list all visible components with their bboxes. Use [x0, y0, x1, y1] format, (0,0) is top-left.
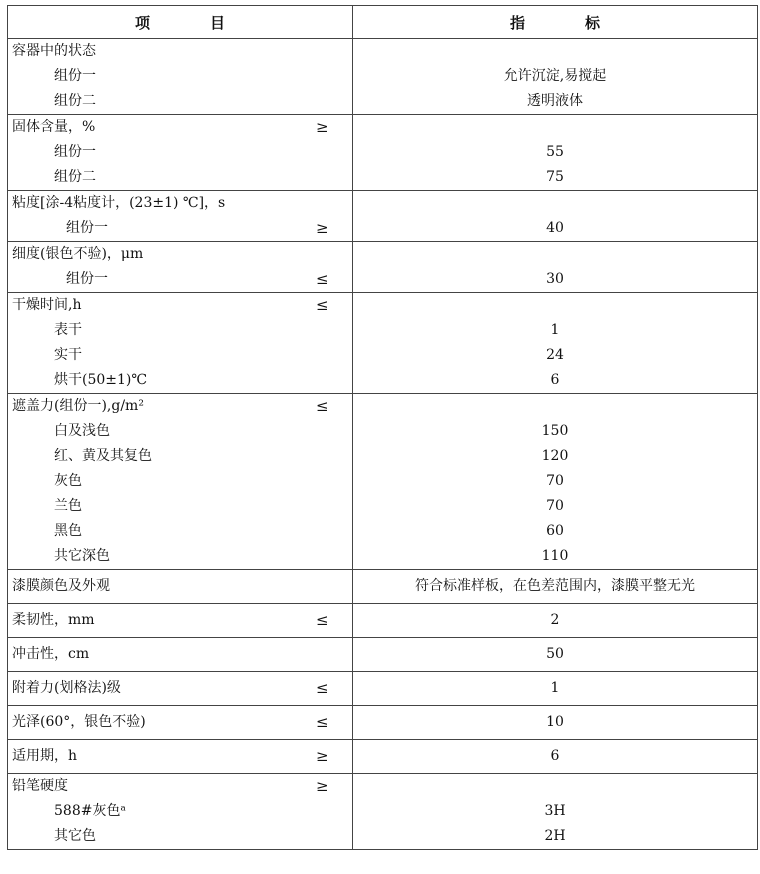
table-body — [8, 39, 758, 850]
spec-value: 6 — [550, 748, 560, 764]
comparison-symbol: ≤ — [316, 296, 329, 314]
spec-cell — [353, 394, 758, 570]
spec-value: 75 — [546, 169, 564, 185]
comparison-symbol: ≥ — [316, 747, 329, 765]
spec-cell — [353, 39, 758, 115]
header-item — [8, 6, 353, 39]
item-cell — [8, 706, 353, 740]
spec-value: 50 — [546, 646, 564, 662]
spec-cell — [353, 115, 758, 191]
comparison-symbol: ≤ — [316, 397, 329, 415]
spec-cell — [353, 293, 758, 394]
spec-value: 70 — [546, 473, 564, 489]
item-cell — [8, 39, 353, 115]
spec-value: 1 — [550, 322, 560, 338]
item-sublabel: 兰色 — [54, 498, 82, 514]
spec-cell — [353, 740, 758, 774]
item-sublabel: 灰色 — [54, 473, 82, 489]
item-cell — [8, 638, 353, 672]
item-label: 漆膜颜色及外观 — [12, 578, 110, 594]
spec-value: 10 — [546, 714, 564, 730]
item-label: 干燥时间,h — [12, 297, 82, 313]
spec-value: 60 — [546, 523, 564, 539]
comparison-symbol: ≤ — [316, 270, 329, 288]
item-label: 细度(银色不验)，μm — [12, 246, 144, 262]
item-sublabel: 其它色 — [54, 828, 96, 844]
table-row — [8, 774, 758, 850]
item-sublabel: 白及浅色 — [54, 423, 110, 439]
spec-value: 1 — [550, 680, 560, 696]
item-label: 粘度[涂-4粘度计，(23±1) ℃]，s — [12, 195, 226, 211]
item-cell — [8, 740, 353, 774]
item-sublabel: 组份一 — [54, 68, 96, 84]
spec-cell — [353, 242, 758, 293]
item-cell — [8, 604, 353, 638]
item-sublabel: 红、黄及其复色 — [54, 448, 152, 464]
item-cell — [8, 115, 353, 191]
table-row — [8, 672, 758, 706]
item-label: 光泽(60°，银色不验) — [12, 714, 146, 730]
item-sublabel: 烘干(50±1)℃ — [54, 372, 148, 388]
item-label: 冲击性，cm — [12, 646, 90, 662]
item-label: 柔韧性，mm — [12, 612, 95, 628]
comparison-symbol: ≤ — [316, 611, 329, 629]
spec-cell — [353, 638, 758, 672]
spec-value: 透明液体 — [527, 93, 583, 109]
comparison-symbol: ≥ — [316, 219, 329, 237]
item-label: 遮盖力(组份一),g/m² — [12, 398, 144, 414]
spec-value: 6 — [550, 372, 560, 388]
header-spec — [353, 6, 758, 39]
table-row — [8, 740, 758, 774]
spec-value: 55 — [546, 144, 564, 160]
item-sublabel: 共它深色 — [54, 548, 110, 564]
comparison-symbol: ≥ — [316, 777, 329, 795]
item-cell — [8, 191, 353, 242]
spec-value: 40 — [546, 220, 564, 236]
header-spec-char1: 指 — [509, 13, 525, 32]
item-sublabel: 组份一 — [54, 144, 96, 160]
item-sublabel: 组份一 — [66, 220, 108, 236]
spec-value: 符合标准样板，在色差范围内，漆膜平整无光 — [415, 578, 695, 594]
spec-value: 2H — [544, 828, 566, 844]
spec-cell — [353, 604, 758, 638]
item-cell — [8, 394, 353, 570]
table-row — [8, 293, 758, 394]
spec-cell — [353, 570, 758, 604]
item-sublabel: 表干 — [54, 322, 82, 338]
header-spec-char2: 标 — [585, 13, 601, 32]
table-row — [8, 39, 758, 115]
spec-value: 110 — [541, 548, 569, 564]
item-cell — [8, 774, 353, 850]
item-cell — [8, 242, 353, 293]
item-sublabel: 黑色 — [54, 523, 82, 539]
item-label: 容器中的状态 — [12, 43, 96, 59]
item-sublabel: 组份二 — [54, 169, 96, 185]
spec-table — [7, 5, 758, 850]
spec-value: 150 — [541, 423, 569, 439]
table-row — [8, 638, 758, 672]
table-row — [8, 115, 758, 191]
spec-value: 2 — [550, 612, 560, 628]
item-cell — [8, 570, 353, 604]
item-label: 附着力(划格法)级 — [12, 680, 121, 696]
spec-value: 70 — [546, 498, 564, 514]
item-cell — [8, 672, 353, 706]
item-sublabel: 组份二 — [54, 93, 96, 109]
spec-cell — [353, 706, 758, 740]
item-label: 适用期，h — [12, 748, 78, 764]
comparison-symbol: ≥ — [316, 118, 329, 136]
item-sublabel: 588#灰色ᵃ — [54, 803, 126, 819]
header-item-char2: 目 — [210, 13, 226, 32]
header-item-char1: 项 — [134, 13, 150, 32]
table-row — [8, 394, 758, 570]
comparison-symbol: ≤ — [316, 679, 329, 697]
table-row — [8, 242, 758, 293]
table-row — [8, 191, 758, 242]
item-label: 铅笔硬度 — [12, 778, 68, 794]
item-cell — [8, 293, 353, 394]
item-sublabel: 实干 — [54, 347, 82, 363]
spec-cell — [353, 774, 758, 850]
spec-value: 允许沉淀,易搅起 — [503, 68, 607, 84]
spec-cell — [353, 191, 758, 242]
spec-cell — [353, 672, 758, 706]
spec-value: 3H — [544, 803, 566, 819]
table-row — [8, 570, 758, 604]
spec-value: 30 — [546, 271, 564, 287]
header-row — [8, 6, 758, 39]
spec-value: 120 — [541, 448, 569, 464]
item-label: 固体含量，% — [12, 119, 96, 135]
comparison-symbol: ≤ — [316, 713, 329, 731]
table-row — [8, 604, 758, 638]
spec-value: 24 — [546, 347, 564, 363]
table-row — [8, 706, 758, 740]
item-sublabel: 组份一 — [66, 271, 108, 287]
